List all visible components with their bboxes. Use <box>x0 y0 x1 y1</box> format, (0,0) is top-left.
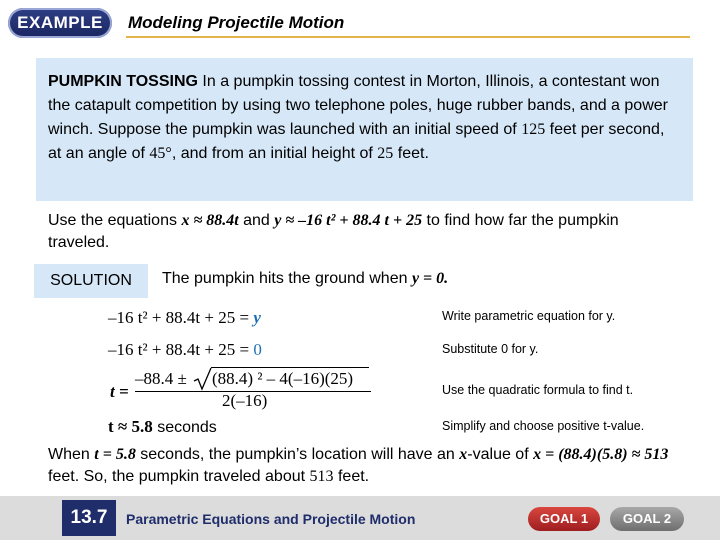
section-title: Parametric Equations and Projectile Motion <box>126 511 416 527</box>
title-underline <box>126 36 690 38</box>
step-4-value: t ≈ 5.8 <box>108 417 153 436</box>
launch-angle: 45° <box>149 145 172 162</box>
conclusion-x: x <box>459 446 468 463</box>
step-4-unit: seconds <box>157 419 217 436</box>
problem-text-2: feet per second, at an angle of <box>48 121 665 162</box>
solution-text <box>162 270 448 288</box>
conclusion-part-5: feet. <box>337 468 370 485</box>
page-title: Modeling Projectile Motion <box>128 13 345 32</box>
solution-label: SOLUTION <box>34 264 148 298</box>
step-3-note: Use the quadratic formula to find t. <box>442 383 634 397</box>
instruction-pre: Use the equations <box>48 212 177 229</box>
problem-text-1: In a pumpkin tossing contest in Morton, Illinois, a contestant won the catapult competition by using two telephone poles, huge rubber bands, and a power winch. Suppose the pumpkin was launched with an initial speed of <box>48 73 668 138</box>
step-2-rhs: 0 <box>253 340 262 359</box>
step-4-result <box>108 417 217 437</box>
problem-heading: PUMPKIN TOSSING <box>48 73 198 90</box>
problem-text-3: , and from an initial height of <box>171 145 373 162</box>
instruction <box>48 210 668 254</box>
conclusion-part-2: seconds, the pumpkin’s location will have an <box>140 446 455 463</box>
equation-y: y ≈ –16 t² + 88.4 t + 25 <box>274 212 423 229</box>
conclusion-t: t = 5.8 <box>94 446 136 463</box>
solution-condition: y = 0. <box>411 270 449 287</box>
conclusion-value: 513 <box>309 468 334 485</box>
step-1-rhs: y <box>253 308 261 327</box>
instruction-mid: and <box>243 212 270 229</box>
step-3-radicand: (88.4) ² – 4(–16)(25) <box>212 369 354 388</box>
equation-x: x ≈ 88.4t <box>181 212 239 229</box>
example-badge: EXAMPLE <box>8 8 112 38</box>
goal-2-button[interactable]: GOAL 2 <box>610 507 684 531</box>
step-3-denominator: 2(–16) <box>222 391 268 410</box>
step-1-lhs: –16 t² + 88.4t + 25 = <box>108 308 250 327</box>
step-2-lhs: –16 t² + 88.4t + 25 = <box>108 340 250 359</box>
step-1-note: Write parametric equation for y. <box>442 309 616 323</box>
problem-text-4: feet. <box>397 145 429 162</box>
step-2-note: Substitute 0 for y. <box>442 342 539 356</box>
conclusion-text <box>48 444 688 488</box>
conclusion-part-4: feet. So, the pumpkin traveled about <box>48 468 306 485</box>
conclusion-part-3: -value of <box>467 446 529 463</box>
goal-1-button[interactable]: GOAL 1 <box>528 507 600 531</box>
problem-text <box>48 70 678 166</box>
initial-height: 25 <box>377 145 394 162</box>
radical-bar <box>211 367 369 368</box>
conclusion-part-1: When <box>48 446 90 463</box>
section-number: 13.7 <box>62 500 116 536</box>
step-1-equation <box>108 308 261 328</box>
solution-sentence: The pumpkin hits the ground when <box>162 270 408 287</box>
step-4-note: Simplify and choose positive t-value. <box>442 419 645 433</box>
radical-sign <box>193 367 213 391</box>
initial-speed: 125 <box>521 121 546 138</box>
instruction-post: to find how far the pumpkin traveled. <box>48 212 619 251</box>
step-3-t: t = <box>110 382 129 401</box>
step-2-equation <box>108 340 262 360</box>
step-3-numerator-a: –88.4 ± <box>135 369 187 388</box>
conclusion-equation: x = (88.4)(5.8) ≈ 513 <box>533 446 669 463</box>
problem-panel <box>36 58 693 201</box>
